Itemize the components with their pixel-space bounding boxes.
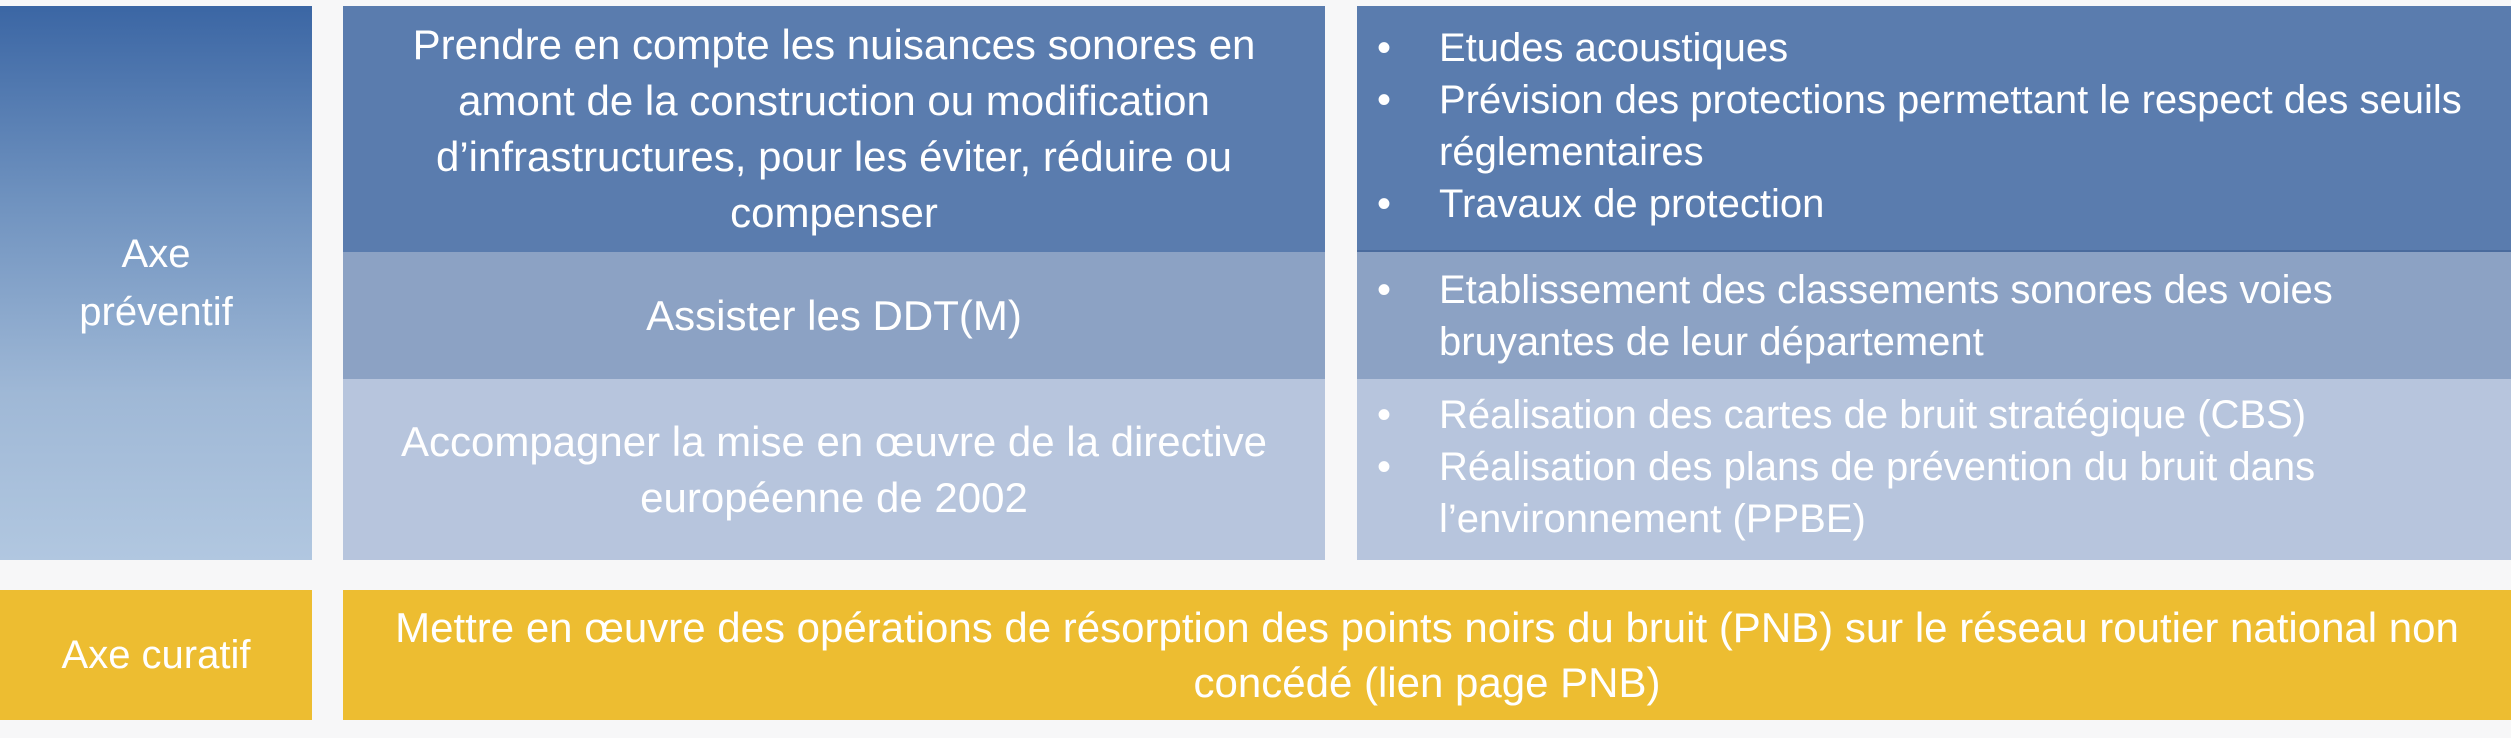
objective-cell-2 xyxy=(343,252,1325,379)
objective-text-1: Prendre en compte les nuisances sonores en amont de la construction ou modification d’infrastructures, pour les éviter, réduire ou compenser xyxy=(412,21,1256,236)
action-text: Etudes acoustiques xyxy=(1439,26,1789,70)
axis-preventive-line-1: Axe xyxy=(121,232,191,276)
bullet-icon: • xyxy=(1377,268,1392,312)
axis-curative-label xyxy=(0,590,312,720)
axis-preventive-label xyxy=(0,6,312,560)
action-item xyxy=(1357,22,2511,74)
action-item xyxy=(1357,389,2511,441)
bullet-icon: • xyxy=(1377,182,1392,226)
action-item xyxy=(1357,441,2511,545)
actions-cell-2 xyxy=(1357,252,2511,379)
objective-text-3: Accompagner la mise en œuvre de la directive européenne de 2002 xyxy=(400,417,1268,521)
action-text: Etablissement des classements sonores des voies bruyantes de leur département xyxy=(1439,268,2333,364)
axis-preventive-line-2: préventif xyxy=(79,290,233,334)
axis-curative-text: Axe curatif xyxy=(61,632,251,677)
bullet-icon: • xyxy=(1377,26,1392,70)
action-item xyxy=(1357,264,2511,368)
action-text: Réalisation des cartes de bruit stratégique (CBS) xyxy=(1439,393,2307,437)
objective-cell-3 xyxy=(343,379,1325,560)
action-item xyxy=(1357,74,2511,178)
actions-list-2 xyxy=(1357,264,2511,368)
bullet-icon: • xyxy=(1377,445,1392,489)
curative-objective-text: Mettre en œuvre des opérations de résorption des points noirs du bruit (PNB) sur le réseau routier national non concédé (lien page PNB) xyxy=(395,604,2459,706)
action-item xyxy=(1357,178,2511,230)
objective-text-2: Assister les DDT(M) xyxy=(646,291,1022,339)
actions-list-1 xyxy=(1357,22,2511,230)
action-text: Prévision des protections permettant le respect des seuils réglementaires xyxy=(1439,78,2462,174)
objective-cell-1 xyxy=(343,6,1325,252)
curative-objective-cell xyxy=(343,590,2511,720)
actions-cell-1 xyxy=(1357,6,2511,252)
action-text: Réalisation des plans de prévention du bruit dans l’environnement (PPBE) xyxy=(1439,445,2316,541)
bullet-icon: • xyxy=(1377,393,1392,437)
actions-cell-3 xyxy=(1357,379,2511,560)
bullet-icon: • xyxy=(1377,78,1392,122)
actions-list-3 xyxy=(1357,389,2511,545)
action-text: Travaux de protection xyxy=(1439,182,1825,226)
